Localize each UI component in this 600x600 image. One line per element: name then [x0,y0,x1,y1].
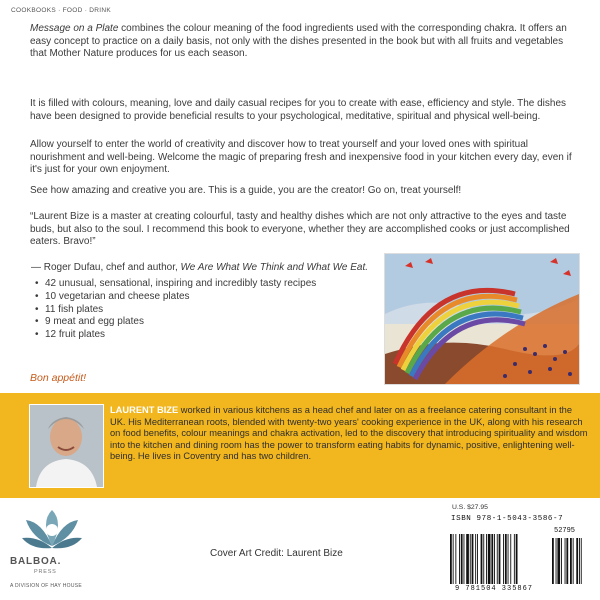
list-item: • 10 vegetarian and cheese plates [35,291,316,304]
category-label: COOKBOOKS · FOOD · DRINK [11,7,112,14]
endorsement-quote: “Laurent Bize is a master at creating colourful, tasty and healthy dishes which are not only attractive to the eyes and taste buds, but also to the soul. I recommend this book to everyone, whether they are accomplished cooks or just accomplished eaters. Bravo!” [30,211,570,247]
barcode-number: 9 781504 335867 [455,585,534,593]
closing-line: Bon appétit! [30,372,87,384]
author-name: LAURENT BIZE [110,405,179,415]
author-portrait-icon [30,405,103,487]
list-item: • 11 fish plates [35,304,316,317]
description-paragraph-2: It is filled with colours, meaning, love and daily casual recipes for you to create with ease, efficiency and style. The dishes have been designed to provide beneficial results to your psychological, meditative, spiritual and physical well-being. [30,98,567,122]
author-bio-text: worked in various kitchens as a head chef and later on as a freelance catering consultant in the UK. His Mediterranean roots, blended with twenty-two years' cooking experience in the UK, along with his research on food benefits, colour meanings and chakra activation, led to the discovery that introducing spirituality and wisdom into the kitchen and dining room has the power to transform eating habits for dynamic, positive, enlightening well-being. He lives in Coventry and has two children. [110,405,588,462]
cover-art-credit: Cover Art Credit: Laurent Bize [210,548,343,559]
book-title-italic: Message on a Plate [30,23,119,34]
lotus-icon [12,508,92,558]
feature-list [35,278,316,342]
author-bio [110,405,590,463]
publisher-sub: PRESS [34,569,57,575]
list-item: • 42 unusual, sensational, inspiring and incredibly tasty recipes [35,278,316,291]
barcode-bars [448,526,583,594]
list-item: • 12 fruit plates [35,329,316,342]
description-paragraph-3: Allow yourself to enter the world of creativity and discover how to treat yourself and your loved ones with spiritual nourishment and well-being. Welcome the magic of preparing fresh and inexpensive food in your kitchen every day, even if it's just for your own enjoyment. [30,139,572,175]
barcode-addon-number: 52795 [554,527,576,535]
barcode [448,526,583,594]
price-label: U.S. $27.95 [452,504,488,511]
description-paragraph-4: See how amazing and creative you are. This is a guide, you are the creator! Go on, treat yourself! [30,185,462,196]
publisher-division: A DIVISION OF HAY HOUSE [10,583,83,589]
isbn-label: ISBN 978-1-5043-3586-7 [451,515,564,523]
attribution-author: — Roger Dufau, chef and author, [31,262,181,273]
list-item: • 9 meat and egg plates [35,316,316,329]
cover-artwork [384,253,580,385]
publisher-name: BALBOA. [10,556,62,567]
author-photo [29,404,104,488]
description-paragraph-1 [30,23,578,61]
paragraph-1-text: combines the colour meaning of the food ingredients used with the corresponding chakra. It offers an easy concept to practice on a daily basis, not only with the dishes presented in the book but with all fruits and vegetables that Mother Nature produces for us each season. [30,23,567,59]
attribution-book-title: We Are What We Think and What We Eat. [180,262,369,273]
rainbow-painting [385,254,579,384]
quote-attribution [31,262,368,273]
